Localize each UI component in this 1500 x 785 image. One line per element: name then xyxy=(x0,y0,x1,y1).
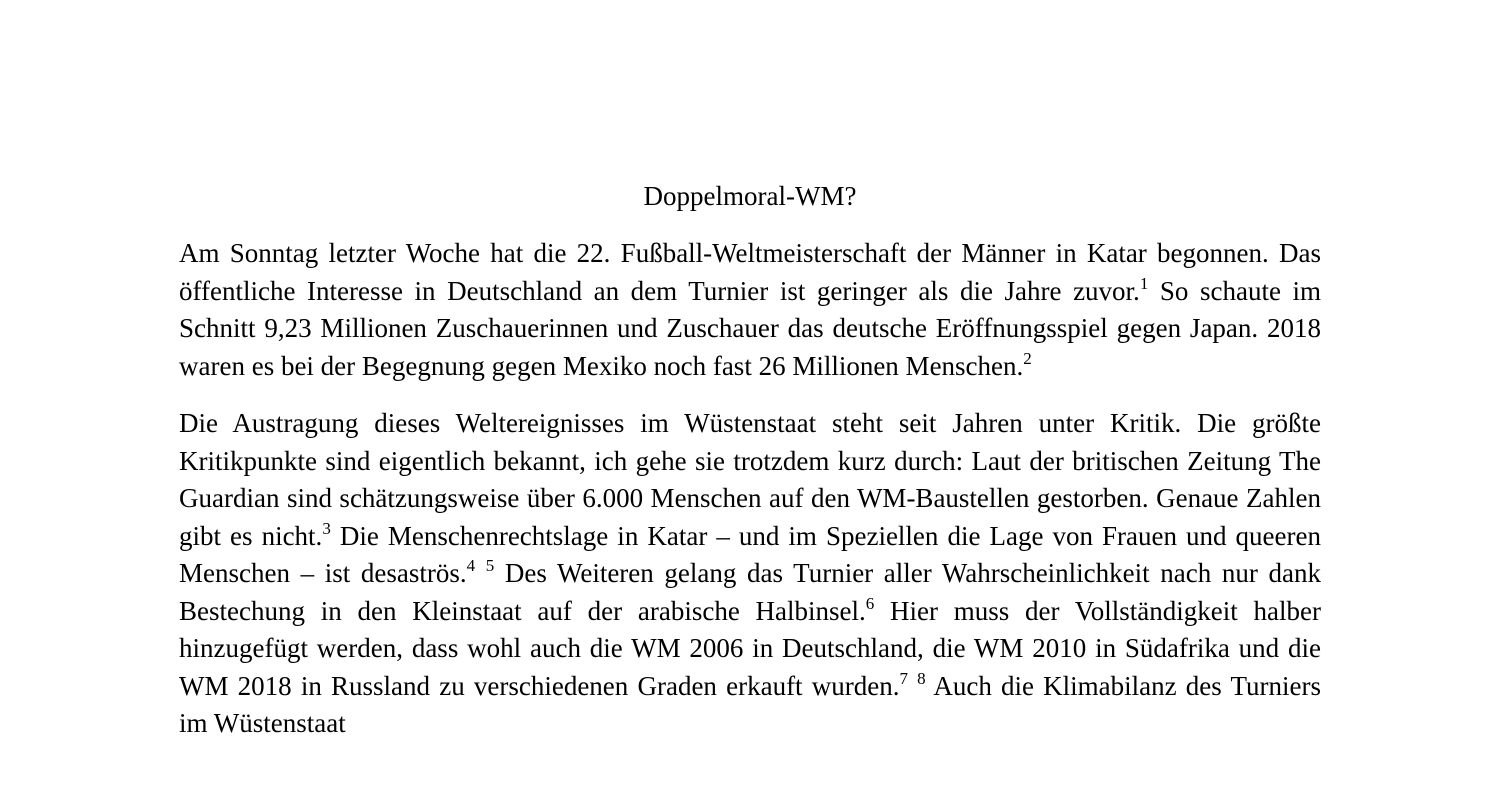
footnote-ref[interactable]: 1 xyxy=(1139,273,1149,293)
footnote-ref[interactable]: 5 xyxy=(485,556,495,575)
paragraph-text: Hier muss der Vollständigkeit halber hinzugefügt werden, dass wohl auch die WM 2006 in Deutschland, die WM 2010 in Südafrika und die WM 2018 in Russland zu verschiedenen Graden erkauft wurden. xyxy=(179,595,1321,701)
document-body xyxy=(179,235,1321,763)
paragraph-text xyxy=(475,558,486,588)
paragraph-1 xyxy=(179,235,1321,385)
footnote-ref[interactable]: 7 xyxy=(899,668,908,688)
paragraph-text xyxy=(908,671,917,701)
footnote-ref[interactable]: 6 xyxy=(865,593,875,613)
footnote-ref[interactable]: 4 xyxy=(466,556,476,575)
paragraph-text: Auch die Klimabilanz des Turniers im Wüstenstaat xyxy=(179,670,1322,738)
footnote-ref[interactable]: 3 xyxy=(322,518,331,538)
paragraph-text: Die Menschenrechtslage in Katar – und im Speziellen die Lage von Frauen und queeren Menschen – ist desaströs. xyxy=(179,520,1322,588)
paragraph-text: Die Austragung dieses Weltereignisses im Wüstenstaat steht seit Jahren unter Kritik. Die größte Kritikpunkte sind eigentlich bekannt, ich gehe sie trotzdem kurz durch: Laut der britischen Zeitung The Guardian sind schätzungsweise über 6.000 Menschen auf den WM-Baustellen gestorben. Genaue Zahlen gibt es nicht. xyxy=(179,408,1321,551)
paragraph-text: So schaute im Schnitt 9,23 Millionen Zuschauerinnen und Zuschauer das deutsche Eröffnungsspiel gegen Japan. 2018 waren es bei der Begegnung gegen Mexiko noch fast 26 Millionen Menschen. xyxy=(179,275,1321,381)
footnote-ref[interactable]: 8 xyxy=(917,668,926,688)
footnote-ref[interactable]: 2 xyxy=(1023,348,1032,368)
document-title: Doppelmoral-WM? xyxy=(643,181,857,211)
paragraph-text: Am Sonntag letzter Woche hat die 22. Fußball-Weltmeisterschaft der Männer in Katar begonnen. Das öffentliche Interesse in Deutschland an dem Turnier ist geringer als die Jahre zuvor. xyxy=(179,238,1321,306)
paragraph-text: Des Weiteren gelang das Turnier aller Wahrscheinlichkeit nach nur dank Bestechung in den Kleinstaat auf der arabische Halbinsel. xyxy=(179,558,1321,626)
paragraph-2 xyxy=(179,405,1321,743)
